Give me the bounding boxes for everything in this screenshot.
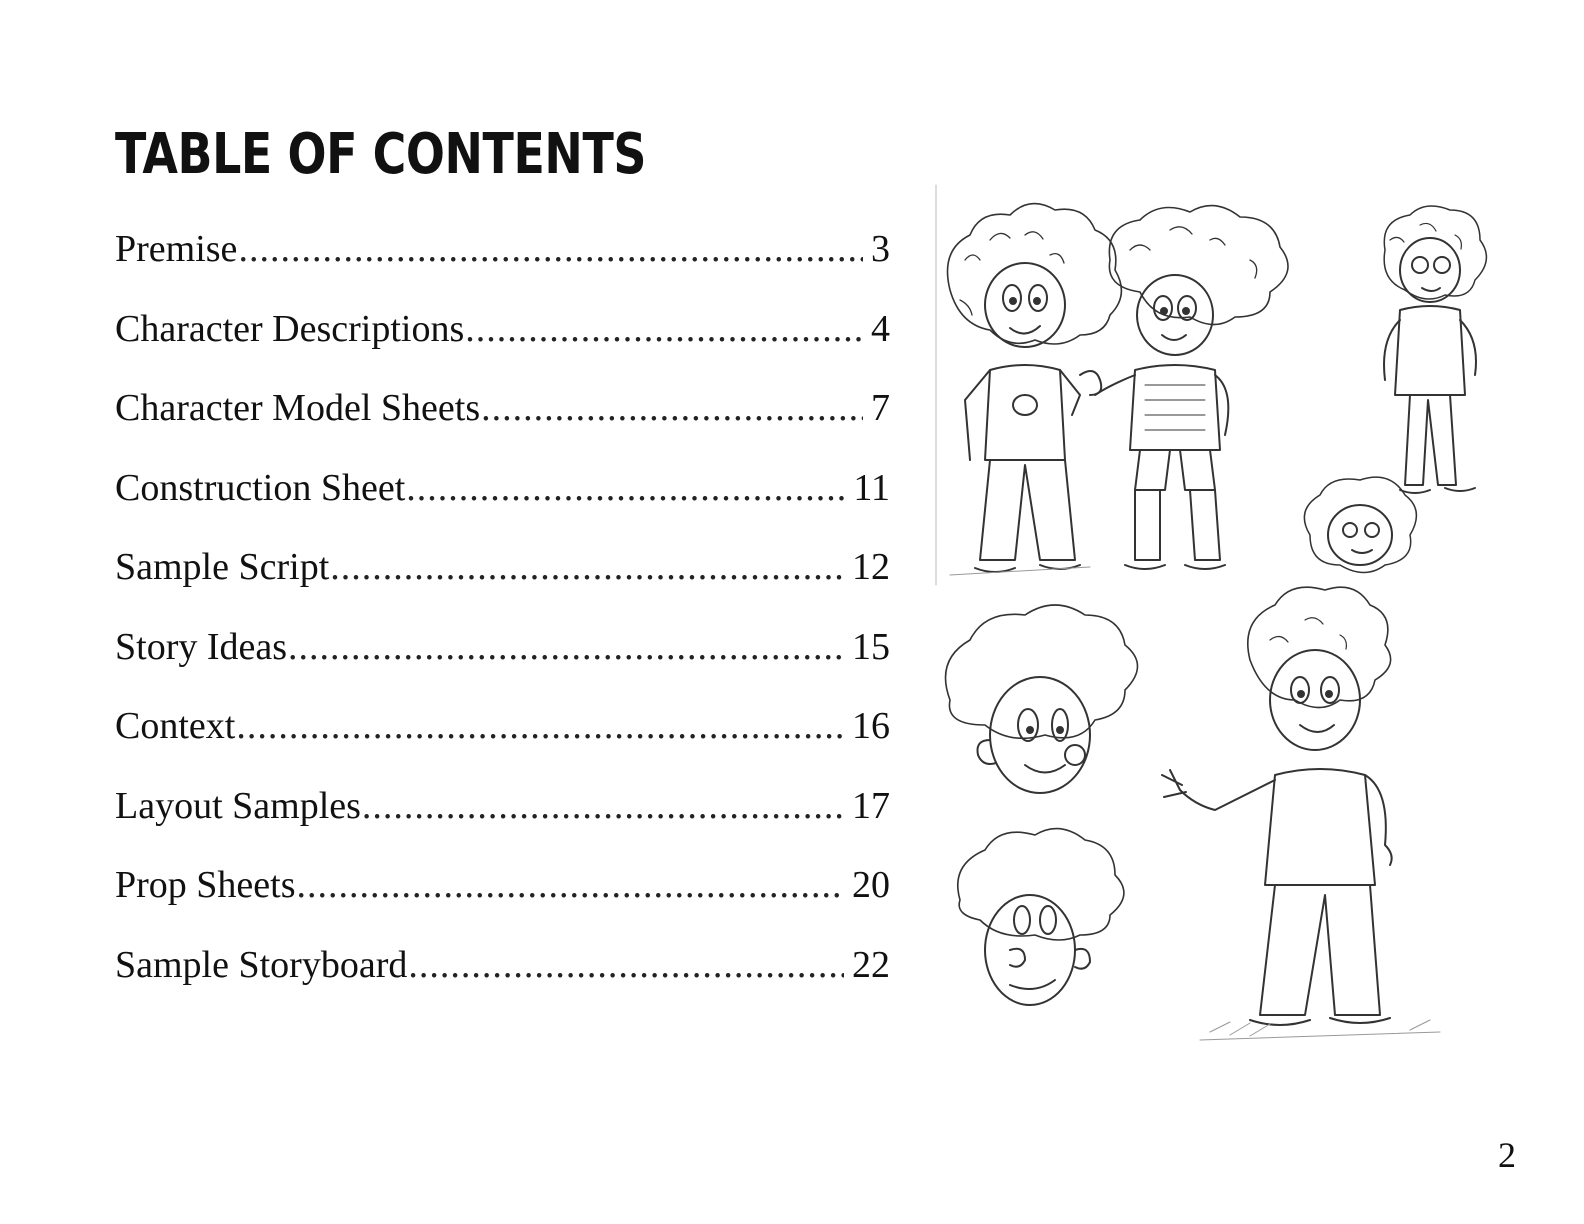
sketch-head-small: [1304, 477, 1416, 572]
sketch-kid-three: [1384, 206, 1486, 493]
toc-entry-character-model-sheets[interactable]: [115, 381, 890, 461]
sketch-kid-two: [1095, 206, 1288, 569]
toc-entry-page: 3: [871, 228, 890, 270]
sketch-head-large-one: [946, 605, 1138, 793]
toc-entry-label: Character Descriptions: [115, 307, 465, 350]
dot-leader: [238, 222, 863, 276]
sketch-kid-one: [948, 204, 1122, 575]
page-number: 2: [1498, 1135, 1516, 1175]
toc-entry-sample-script[interactable]: [115, 540, 890, 620]
toc-entry-label: Sample Script: [115, 546, 330, 588]
toc-entry-label: Premise: [115, 228, 238, 270]
toc-entry-story-ideas[interactable]: [115, 620, 890, 700]
toc-entry-page: 11: [853, 466, 890, 509]
dot-leader: [465, 302, 863, 356]
dot-leader: [481, 381, 863, 435]
dot-leader: [406, 461, 845, 515]
dot-leader: [362, 779, 844, 833]
character-sketch-illustration: [930, 180, 1520, 1060]
toc-entry-page: 7: [871, 387, 890, 429]
toc-entry-label: Construction Sheet: [115, 466, 406, 509]
dot-leader: [330, 540, 844, 594]
toc-entry-label: Prop Sheets: [115, 864, 296, 906]
dot-leader: [408, 938, 844, 992]
dot-leader: [236, 699, 844, 753]
table-of-contents: [115, 222, 890, 1017]
toc-entry-page: 17: [852, 784, 890, 827]
toc-entry-construction-sheet[interactable]: [115, 461, 890, 541]
toc-entry-page: 20: [852, 864, 890, 906]
toc-entry-label: Context: [115, 705, 236, 747]
toc-entry-context[interactable]: [115, 699, 890, 779]
sketch-head-large-two: [958, 829, 1124, 1005]
sketch-kid-waving: [1162, 587, 1440, 1040]
toc-entry-page: 22: [852, 943, 890, 986]
toc-entry-character-descriptions[interactable]: [115, 302, 890, 382]
toc-entry-label: Layout Samples: [115, 784, 361, 827]
page-title: TABLE OF CONTENTS: [115, 122, 647, 187]
toc-entry-page: 4: [871, 307, 890, 350]
toc-entry-label: Sample Storyboard: [115, 943, 408, 986]
toc-entry-prop-sheets[interactable]: [115, 858, 890, 938]
toc-entry-layout-samples[interactable]: [115, 779, 890, 859]
toc-entry-label: Character Model Sheets: [115, 387, 481, 429]
toc-entry-page: 12: [852, 546, 890, 588]
toc-entry-page: 15: [852, 625, 890, 668]
toc-entry-page: 16: [852, 705, 890, 747]
dot-leader: [288, 620, 844, 674]
dot-leader: [297, 858, 845, 912]
toc-entry-premise[interactable]: [115, 222, 890, 302]
toc-entry-label: Story Ideas: [115, 625, 288, 668]
toc-entry-sample-storyboard[interactable]: [115, 938, 890, 1018]
